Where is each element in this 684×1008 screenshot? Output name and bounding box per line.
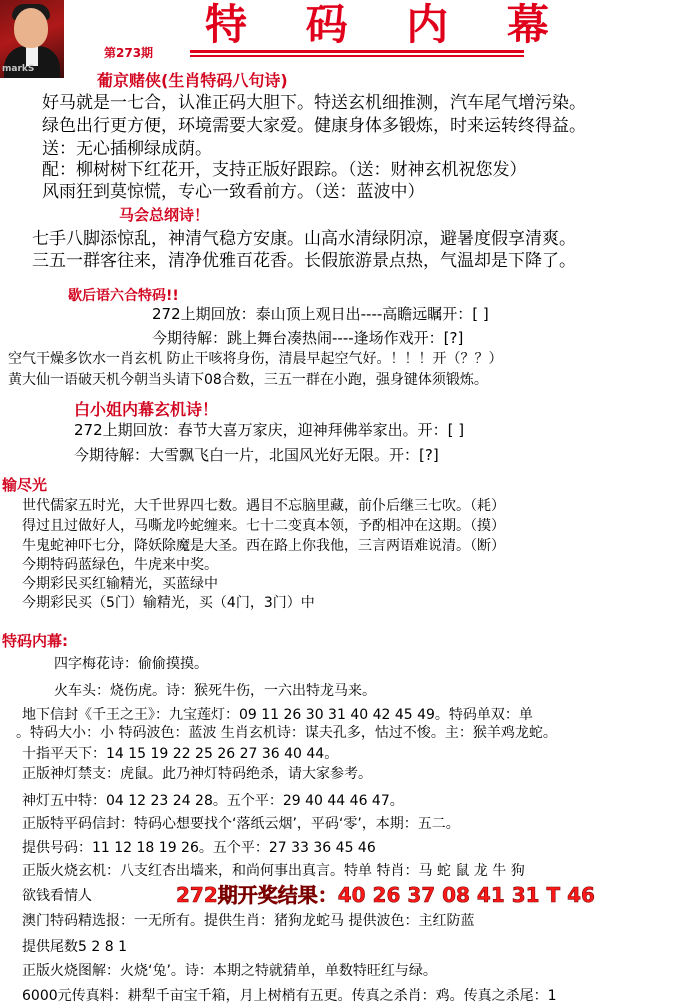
text-line: 今期彩民买（5门）输精光，买（4门，3门）中 <box>22 595 315 611</box>
text-line: 神灯五中特：04 12 23 24 28。五个平：29 40 44 46 47。 <box>22 793 404 809</box>
text-line: 提供尾数5 2 8 1 <box>22 939 127 955</box>
text-line: 绿色出行更方便，环境需要大家爱。健康身体多锻炼，时来运转终得益。 <box>42 116 586 136</box>
section-title: 歇后语六合特码!! <box>68 288 179 304</box>
text-line: 澳门特码精选报：一无所有。提供生肖：猪狗龙蛇马 提供波色：主红防蓝 <box>22 913 475 929</box>
text-line: 今期待解：跳上舞台凑热闹----逢场作戏开：[?] <box>152 329 464 347</box>
title-underline <box>190 50 524 53</box>
text-line: 十指平天下：14 15 19 22 25 26 27 36 40 44。 <box>22 746 339 762</box>
text-line: 提供号码：11 12 18 19 26。五个平：27 33 36 45 46 <box>22 840 376 856</box>
text-line: 得过且过做好人，马嘶龙吟蛇缠来。七十二变真本领，予酌相冲在这期。（摸） <box>22 518 505 534</box>
draw-result-banner: 272期开奖结果：40 26 37 08 41 31 T 46 <box>176 883 595 907</box>
text-line: 火车头：烧伤虎。诗：猴死牛伤，一六出特龙马来。 <box>54 683 376 699</box>
text-line: 牛鬼蛇神吓七分，降妖除魔是大圣。西在路上你我他，三言两语难说清。（断） <box>22 538 505 554</box>
text-line: 正版火烧玄机：八支红杏出墙来，和尚何事出真言。特单 特肖：马 蛇 鼠 龙 牛 狗 <box>22 863 525 879</box>
section-title: 输尽光 <box>2 476 48 494</box>
text-line: 272上期回放：泰山顶上观日出----高瞻远瞩开：[ ] <box>152 305 489 323</box>
text-line: 今期特码蓝绿色，牛虎来中奖。 <box>22 557 218 573</box>
section-title: 特码内幕: <box>2 632 68 650</box>
text-line: 正版神灯禁支：虎鼠。此乃神灯特码绝杀，请大家参考。 <box>22 766 372 782</box>
text-line: 272上期回放：春节大喜万家庆，迎神拜佛举家出。开：[ ] <box>74 421 465 439</box>
text-line: 今期待解：大雪飘飞白一片，北国风光好无限。开：[?] <box>74 446 439 464</box>
text-line: 风雨狂到莫惊慌，专心一致看前方。（送：蓝波中） <box>42 182 425 202</box>
photo-watermark: markS <box>2 64 35 74</box>
text-line: 。特码大小：小 特码波色：蓝波 生肖玄机诗：谋夫孔多，怙过不悛。主：猴羊鸡龙蛇。 <box>16 725 557 741</box>
text-line: 正版火烧图解：火烧‘兔’。诗：本期之特就猜单，单数特旺红与绿。 <box>22 963 437 979</box>
text-line: 送：无心插柳绿成荫。 <box>42 139 212 159</box>
text-line: 6000元传真料：耕犁千亩宝千箱，月上树梢有五更。传真之杀肖：鸡。传真之杀尾：1 <box>22 988 557 1004</box>
text-line: 三五一群客往来，清净优雅百花香。长假旅游景点热，气温却是下降了。 <box>32 251 576 271</box>
section-title: 马会总纲诗！ <box>119 206 210 224</box>
issue-number: 第273期 <box>104 46 154 60</box>
text-line: 欲钱看情人 <box>22 888 92 904</box>
text-line: 世代儒家五时光，大千世界四七数。遇目不忘脑里藏，前仆后继三七吹。（耗） <box>22 498 505 514</box>
author-photo <box>0 0 64 78</box>
page-title: 特 码 内 幕 <box>205 0 571 49</box>
section-title: 葡京赌侠(生肖特码八句诗) <box>97 71 288 90</box>
text-line: 黄大仙一语破天机今朝当头请下08合数，三五一群在小跑，强身键体须锻炼。 <box>8 372 488 388</box>
text-line: 配：柳树树下红花开，支持正版好跟踪。（送：财神玄机祝您发） <box>42 160 527 180</box>
title-underline <box>190 55 524 57</box>
section-title: 白小姐内幕玄机诗！ <box>74 400 219 419</box>
text-line: 正版特平码信封：特码心想要找个‘落纸云烟’，平码‘零’，本期：五二。 <box>22 816 460 832</box>
text-line: 地下信封《千王之王》：九宝莲灯：09 11 26 30 31 40 42 45 49。特码单双：单 <box>22 707 533 723</box>
text-line: 空气干燥多饮水一肖玄机 防止干咳将身伤，清晨早起空气好。！！！开（？？） <box>8 351 503 367</box>
text-line: 好马就是一七合，认准正码大胆下。特送玄机细推测，汽车尾气增污染。 <box>42 93 586 113</box>
text-line: 四字梅花诗：偷偷摸摸。 <box>54 656 208 672</box>
text-line: 七手八脚添惊乱，神清气稳方安康。山高水清绿阴凉，避暑度假享清爽。 <box>32 229 576 249</box>
text-line: 今期彩民买红输精光，买蓝绿中 <box>22 576 218 592</box>
